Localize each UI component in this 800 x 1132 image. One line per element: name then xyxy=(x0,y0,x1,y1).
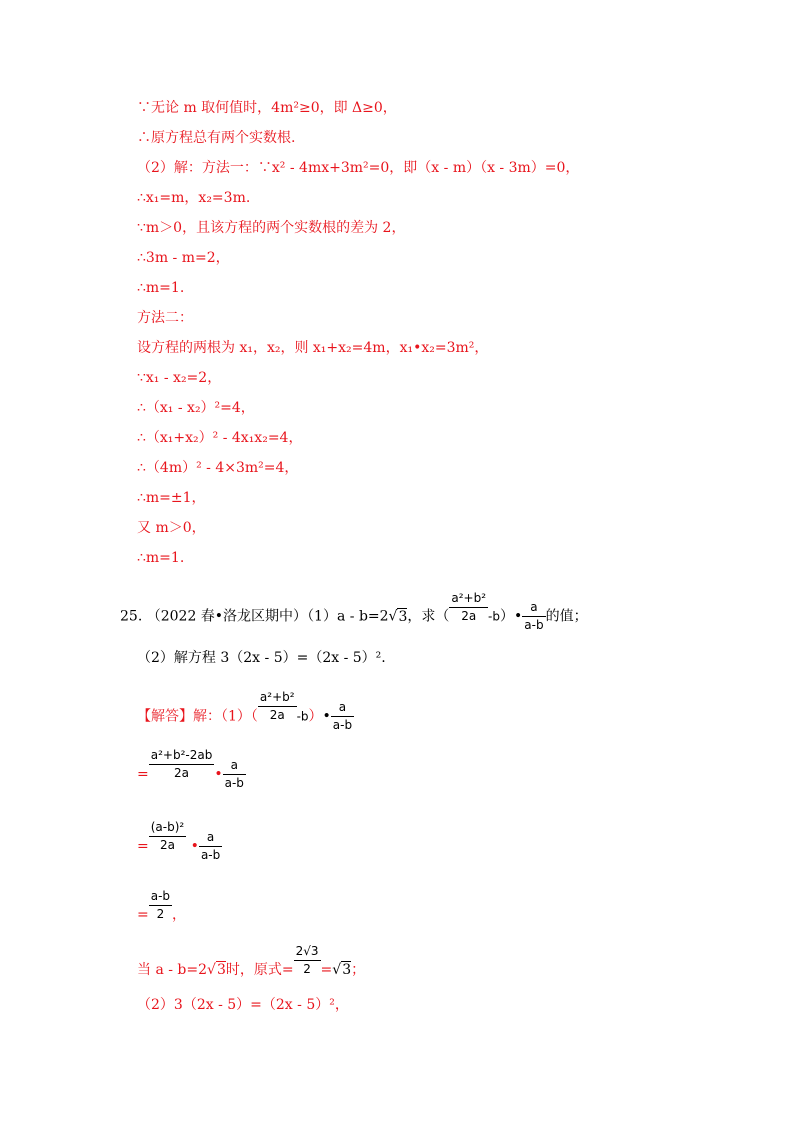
sqrt-radicand: 3 xyxy=(342,962,352,978)
line-5: ∵m＞0，且该方程的两个实数根的差为 2， xyxy=(137,220,406,236)
fraction-denominator: a-b xyxy=(200,848,221,862)
line-16: ∴m=1. xyxy=(137,550,185,566)
answer-minus-b: -b xyxy=(296,709,309,724)
line-3: （2）解：方法一：∵x² - 4mx+3m²=0，即（x - m）（x - 3m）=0， xyxy=(137,160,580,176)
line-4: ∴x₁=m，x₂=3m. xyxy=(137,190,251,206)
line-11: ∴（x₁ - x₂）²=4， xyxy=(137,400,255,416)
step1-fraction xyxy=(149,748,215,781)
answer-tag: 【解答】 xyxy=(137,708,193,725)
question-minus-b: -b xyxy=(488,609,500,624)
result-fraction xyxy=(294,944,321,977)
question-dot: • xyxy=(514,608,523,625)
question-ask: ，求（ xyxy=(407,608,450,625)
line-14: ∴m=±1， xyxy=(137,490,206,506)
multiply-dot: • xyxy=(190,838,199,855)
line-13: ∴（4m）² - 4×3m²=4， xyxy=(137,460,299,476)
step3-fraction xyxy=(149,889,172,922)
result-end: ； xyxy=(351,962,366,978)
fraction-denominator: 2 xyxy=(156,906,165,921)
fraction-denominator: 2a xyxy=(269,708,285,722)
fraction-numerator: a xyxy=(331,700,354,717)
question-part2: （2）解方程 3（2x - 5）=（2x - 5）². xyxy=(137,650,386,666)
answer-dot: • xyxy=(322,708,331,725)
sqrt-radicand: 3 xyxy=(398,608,408,625)
question-source: （2022 春•洛龙区期中） xyxy=(146,608,308,625)
fraction-numerator: a²+b² xyxy=(258,690,297,707)
line-7: ∴m=1. xyxy=(137,280,185,296)
question-close-paren: ） xyxy=(500,608,514,625)
fraction-numerator: a²+b²-2ab xyxy=(149,748,215,765)
equals-sign: = xyxy=(137,907,149,923)
line-2: ∴原方程总有两个实数根. xyxy=(137,130,296,146)
sqrt-radicand: 3 xyxy=(216,962,226,978)
fraction-numerator: a xyxy=(223,758,246,775)
question-tail: 的值； xyxy=(545,608,588,625)
question-fraction-2 xyxy=(522,600,545,633)
fraction-numerator: a-b xyxy=(149,889,172,906)
fraction-numerator: a xyxy=(199,830,222,847)
fraction-denominator: 2a xyxy=(159,838,175,852)
equals-sign: = xyxy=(137,766,149,783)
fraction-denominator: 2a xyxy=(461,609,477,623)
result-equals: = xyxy=(320,962,333,978)
line-12: ∴（x₁+x₂）² - 4x₁x₂=4， xyxy=(137,430,303,446)
line-6: ∴3m - m=2， xyxy=(137,250,230,266)
fraction-numerator: (a-b)² xyxy=(149,820,186,837)
sqrt-symbol: √3 xyxy=(388,608,408,625)
sqrt-symbol: √3 xyxy=(332,962,352,978)
answer-result-line xyxy=(137,943,366,980)
answer-step-1 xyxy=(137,748,246,791)
fraction-numerator: a xyxy=(522,600,545,617)
step2-fraction xyxy=(149,820,186,853)
question-part1-prefix: （1）a - b=2 xyxy=(307,608,389,625)
question-25 xyxy=(120,591,588,633)
fraction-denominator: a-b xyxy=(524,618,544,632)
step2-fraction-2 xyxy=(199,830,222,863)
fraction-denominator: a-b xyxy=(224,776,244,790)
answer-intro: 解：（1）（ xyxy=(193,708,258,725)
comma: ， xyxy=(172,907,187,923)
line-10: ∵x₁ - x₂=2， xyxy=(137,370,222,386)
line-1: ∵无论 m 取何值时，4m²≥0，即 Δ≥0， xyxy=(137,100,397,116)
when-clause: 当 a - b=2 xyxy=(137,962,208,978)
answer-close-paren: ） xyxy=(308,708,323,725)
fraction-denominator: 2 xyxy=(303,961,311,976)
answer-step-3 xyxy=(137,888,187,925)
question-fraction-1 xyxy=(449,591,488,624)
answer-step-2 xyxy=(137,820,222,863)
answer-intro-line xyxy=(137,690,354,733)
fraction-numerator: a²+b² xyxy=(449,591,488,608)
sqrt-symbol: √3 xyxy=(207,962,226,978)
equals-sign: = xyxy=(137,838,149,855)
question-number: 25. xyxy=(120,608,143,625)
fraction-denominator: 2a xyxy=(174,766,190,780)
when-clause-2: 时，原式= xyxy=(225,962,294,978)
answer-fraction-2 xyxy=(331,700,354,733)
answer-part2-line: （2）3（2x - 5）=（2x - 5）²， xyxy=(137,997,349,1013)
line-9: 设方程的两根为 x₁，x₂，则 x₁+x₂=4m，x₁•x₂=3m²， xyxy=(137,340,489,356)
line-8: 方法二： xyxy=(137,310,193,326)
line-15: 又 m＞0， xyxy=(137,520,206,536)
fraction-denominator: a-b xyxy=(332,718,353,732)
fraction-numerator: 2√3 xyxy=(294,944,321,961)
answer-fraction-1 xyxy=(258,690,297,723)
multiply-dot: • xyxy=(214,766,223,783)
step1-fraction-2 xyxy=(223,758,246,791)
